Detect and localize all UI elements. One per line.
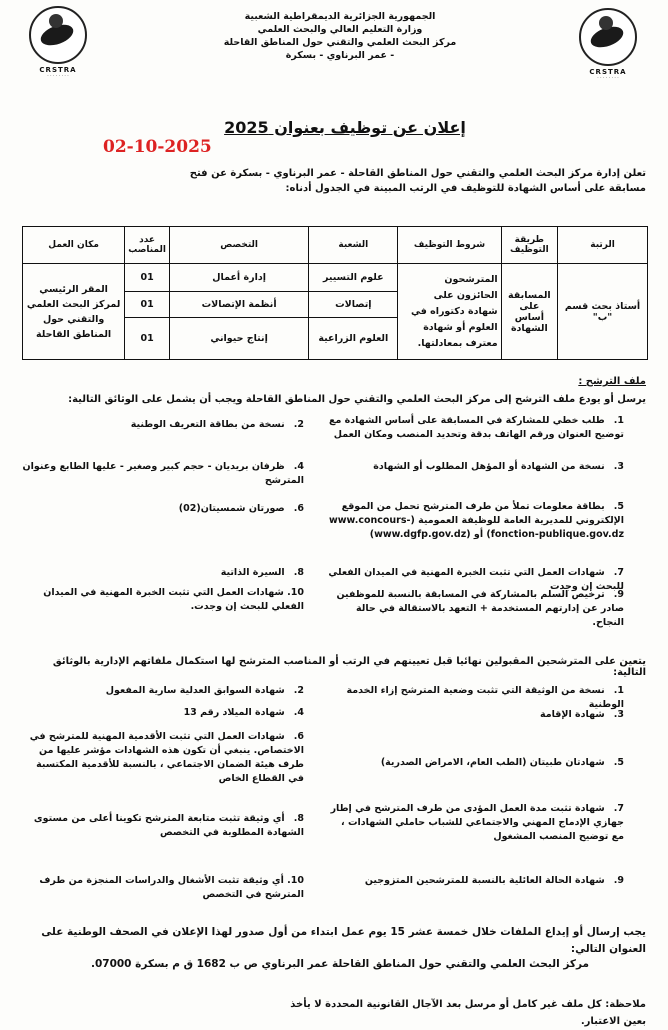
header-specialty: التخصص — [169, 227, 308, 264]
list-item: 9. ترخيص السلم بالمشاركة في المسابقة بالنسبة للموظفين صادر عن إدارتهم المستخدمة + التعهد بالاستقالة في حالة النجاح. — [336, 589, 624, 628]
letterhead — [190, 10, 490, 62]
list-item: 5. بطاقة معلومات تملأ من طرف المترشح تحمل من الموقع الإلكتروني للمديرية العامة للوظيفة العمومية (www.concours-fonction-publique.gov.dz) أو (www.dgfp.gov.dz) — [328, 501, 624, 540]
list-item: 7. شهادات العمل التي تثبت الخبرة المهنية في الميدان الفعلي للبحث إن وجدت — [328, 567, 624, 592]
cell-count: 01 — [125, 292, 170, 318]
cell-rank: أستاذ بحث قسم "ب" — [558, 264, 648, 360]
cell-conditions: المترشحون الحائزون على شهادة دكتوراه في العلوم أو شهادة معترف بمعادلتها. — [398, 264, 501, 360]
list-item: 8. السيرة الذاتية — [220, 567, 304, 578]
list-item: 1. طلب خطي للمشاركة في المسابقة على أساس الشهادة مع توضيح العنوان ورقم الهاتف بدقة وتحديد المنصب ومكان العمل — [328, 415, 624, 440]
dossier-title: ملف الترشح : — [578, 376, 646, 387]
right-logo-mark — [579, 8, 637, 66]
list-item: 3. نسخة من الشهادة أو المؤهل المطلوب أو الشهادة — [373, 461, 624, 472]
list-item: 10. أي وثيقة تثبت الأشغال والدراسات المنجزة من طرف المترشح في التخصص — [39, 875, 304, 900]
header-line-republic: الجمهورية الجزائرية الديمقراطية الشعبية — [244, 11, 436, 22]
submission-address: مركز البحث العلمي والتقني حول المناطق القاحلة عمر البرناوي ص ب 1682 ق م بسكرة 07000. — [90, 958, 590, 970]
final-docs-intro: يتعين على المترشحين المقبولين نهائيا قبل تعيينهم في الرتب أو المناصب المترشح لها استكمال ملفاتهم الإدارية بالوثائق التالية: — [52, 656, 646, 678]
cell-count: 01 — [125, 318, 170, 360]
list-item: 4. ظرفان بريديان - حجم كبير وصغير - عليها الطابع وعنوان المترشح — [22, 461, 304, 486]
cell-method: المسابقة على أساس الشهادة — [501, 264, 557, 360]
cell-field: العلوم الزراعية — [309, 318, 398, 360]
cell-specialty: إنتاج حيواني — [169, 318, 308, 360]
deadline-text: يجب إرسال أو إيداع الملفات خلال خمسة عشر 15 يوم عمل ابتداء من أول صدور لهذا الإعلان في الصحف الوطنية على العنوان التالي: — [41, 926, 646, 955]
header-line-city: - عمر البرناوي - بسكرة — [285, 50, 395, 61]
cell-field: علوم التسيير — [309, 264, 398, 292]
list-item: 4. شهادة الميلاد رقم 13 — [183, 707, 304, 718]
cell-specialty: إدارة أعمال — [169, 264, 308, 292]
list-item: 1. نسخة من الوثيقة التي تثبت وضعية المترشح إزاء الخدمة الوطنية — [346, 685, 624, 710]
header-field: الشعبة — [309, 227, 398, 264]
list-item: 8. أي وثيقة تثبت متابعة المترشح تكوينا أعلى من مستوى الشهادة المطلوبة في التخصص — [33, 813, 304, 838]
header-rank: الرتبة — [558, 227, 648, 264]
left-logo — [24, 6, 92, 80]
cell-specialty: أنظمة الإتصالات — [169, 292, 308, 318]
header-workplace: مكان العمل — [23, 227, 125, 264]
list-item: 9. شهادة الحالة العائلية بالنسبة للمترشحين المتزوجين — [364, 875, 624, 886]
right-logo — [574, 8, 642, 82]
list-item: 10. شهادات العمل التي تثبت الخبرة المهنية في الميدان الفعلي للبحث إن وجدت. — [43, 587, 304, 612]
right-logo-caption: · · · · · · · · — [597, 76, 619, 81]
header-line-ministry: وزارة التعليم العالي والبحث العلمي — [257, 24, 423, 35]
announcement-date: 02-10-2025 — [103, 137, 212, 157]
header-method: طريقة التوظيف — [501, 227, 557, 264]
page-title: إعلان عن توظيف بعنوان 2025 — [224, 118, 466, 137]
list-item: 3. شهادة الإقامة — [539, 709, 624, 720]
cell-count: 01 — [125, 264, 170, 292]
cell-workplace: المقر الرئيسي لمركز البحث العلمي والتقني حول المناطق القاحلة — [23, 264, 125, 360]
note-text: ملاحظة: كل ملف غير كامل أو مرسل بعد الآجال القانونية المحددة لا يأخذ بعين الاعتبار. — [290, 999, 646, 1027]
header-count: عدد المناصب — [125, 227, 170, 264]
right-logo-text: CRSTRA — [589, 68, 627, 76]
list-item: 6. صورتان شمسيتان(02) — [178, 503, 304, 514]
left-logo-caption: · · · · · · · · — [47, 74, 69, 79]
left-logo-mark — [29, 6, 87, 64]
header-line-center: مركز البحث العلمي والتقني حول المناطق القاحلة — [223, 37, 457, 48]
cell-field: إتصالات — [309, 292, 398, 318]
table-header-row — [23, 227, 648, 264]
table-row — [23, 264, 648, 292]
list-item: 6. شهادات العمل التي تثبت الأقدمية المهنية للمترشح في الاختصاص. ينبغي أن تكون هذه الشهادات مؤشر عليها من طرف هيئة الضمان الاجتماعي ، بالنسبة للأقدمية المكتسبة في القطاع الخاص — [29, 731, 304, 784]
list-item: 7. شهادة تثبت مدة العمل المؤدى من طرف المترشح في إطار جهازي الإدماج المهني والاجتماعي للشباب حاملي الشهادات ، مع توضيح المنصب المشغول — [330, 803, 624, 842]
intro-paragraph: تعلن إدارة مركز البحث العلمي والتقني حول المناطق القاحلة - عمر البرناوي - بسكرة عن فتح مسابقة على أساس الشهادة للتوظيف في الرتب المبينة في الجدول أدناه: — [189, 168, 646, 194]
list-item: 2. شهادة السوابق العدلية سارية المفعول — [105, 685, 304, 696]
left-logo-text: CRSTRA — [39, 66, 77, 74]
positions-table — [22, 226, 648, 360]
list-item: 2. نسخة من بطاقة التعريف الوطنية — [130, 419, 304, 430]
list-item: 5. شهادتان طبيتان (الطب العام، الامراض الصدرية) — [380, 757, 624, 768]
header-conditions: شروط التوظيف — [398, 227, 501, 264]
dossier-intro: يرسل أو يودع ملف الترشح إلى مركز البحث العلمي والتقني حول المناطق القاحلة ويجب أن يشمل على الوثائق التالية: — [68, 394, 646, 405]
